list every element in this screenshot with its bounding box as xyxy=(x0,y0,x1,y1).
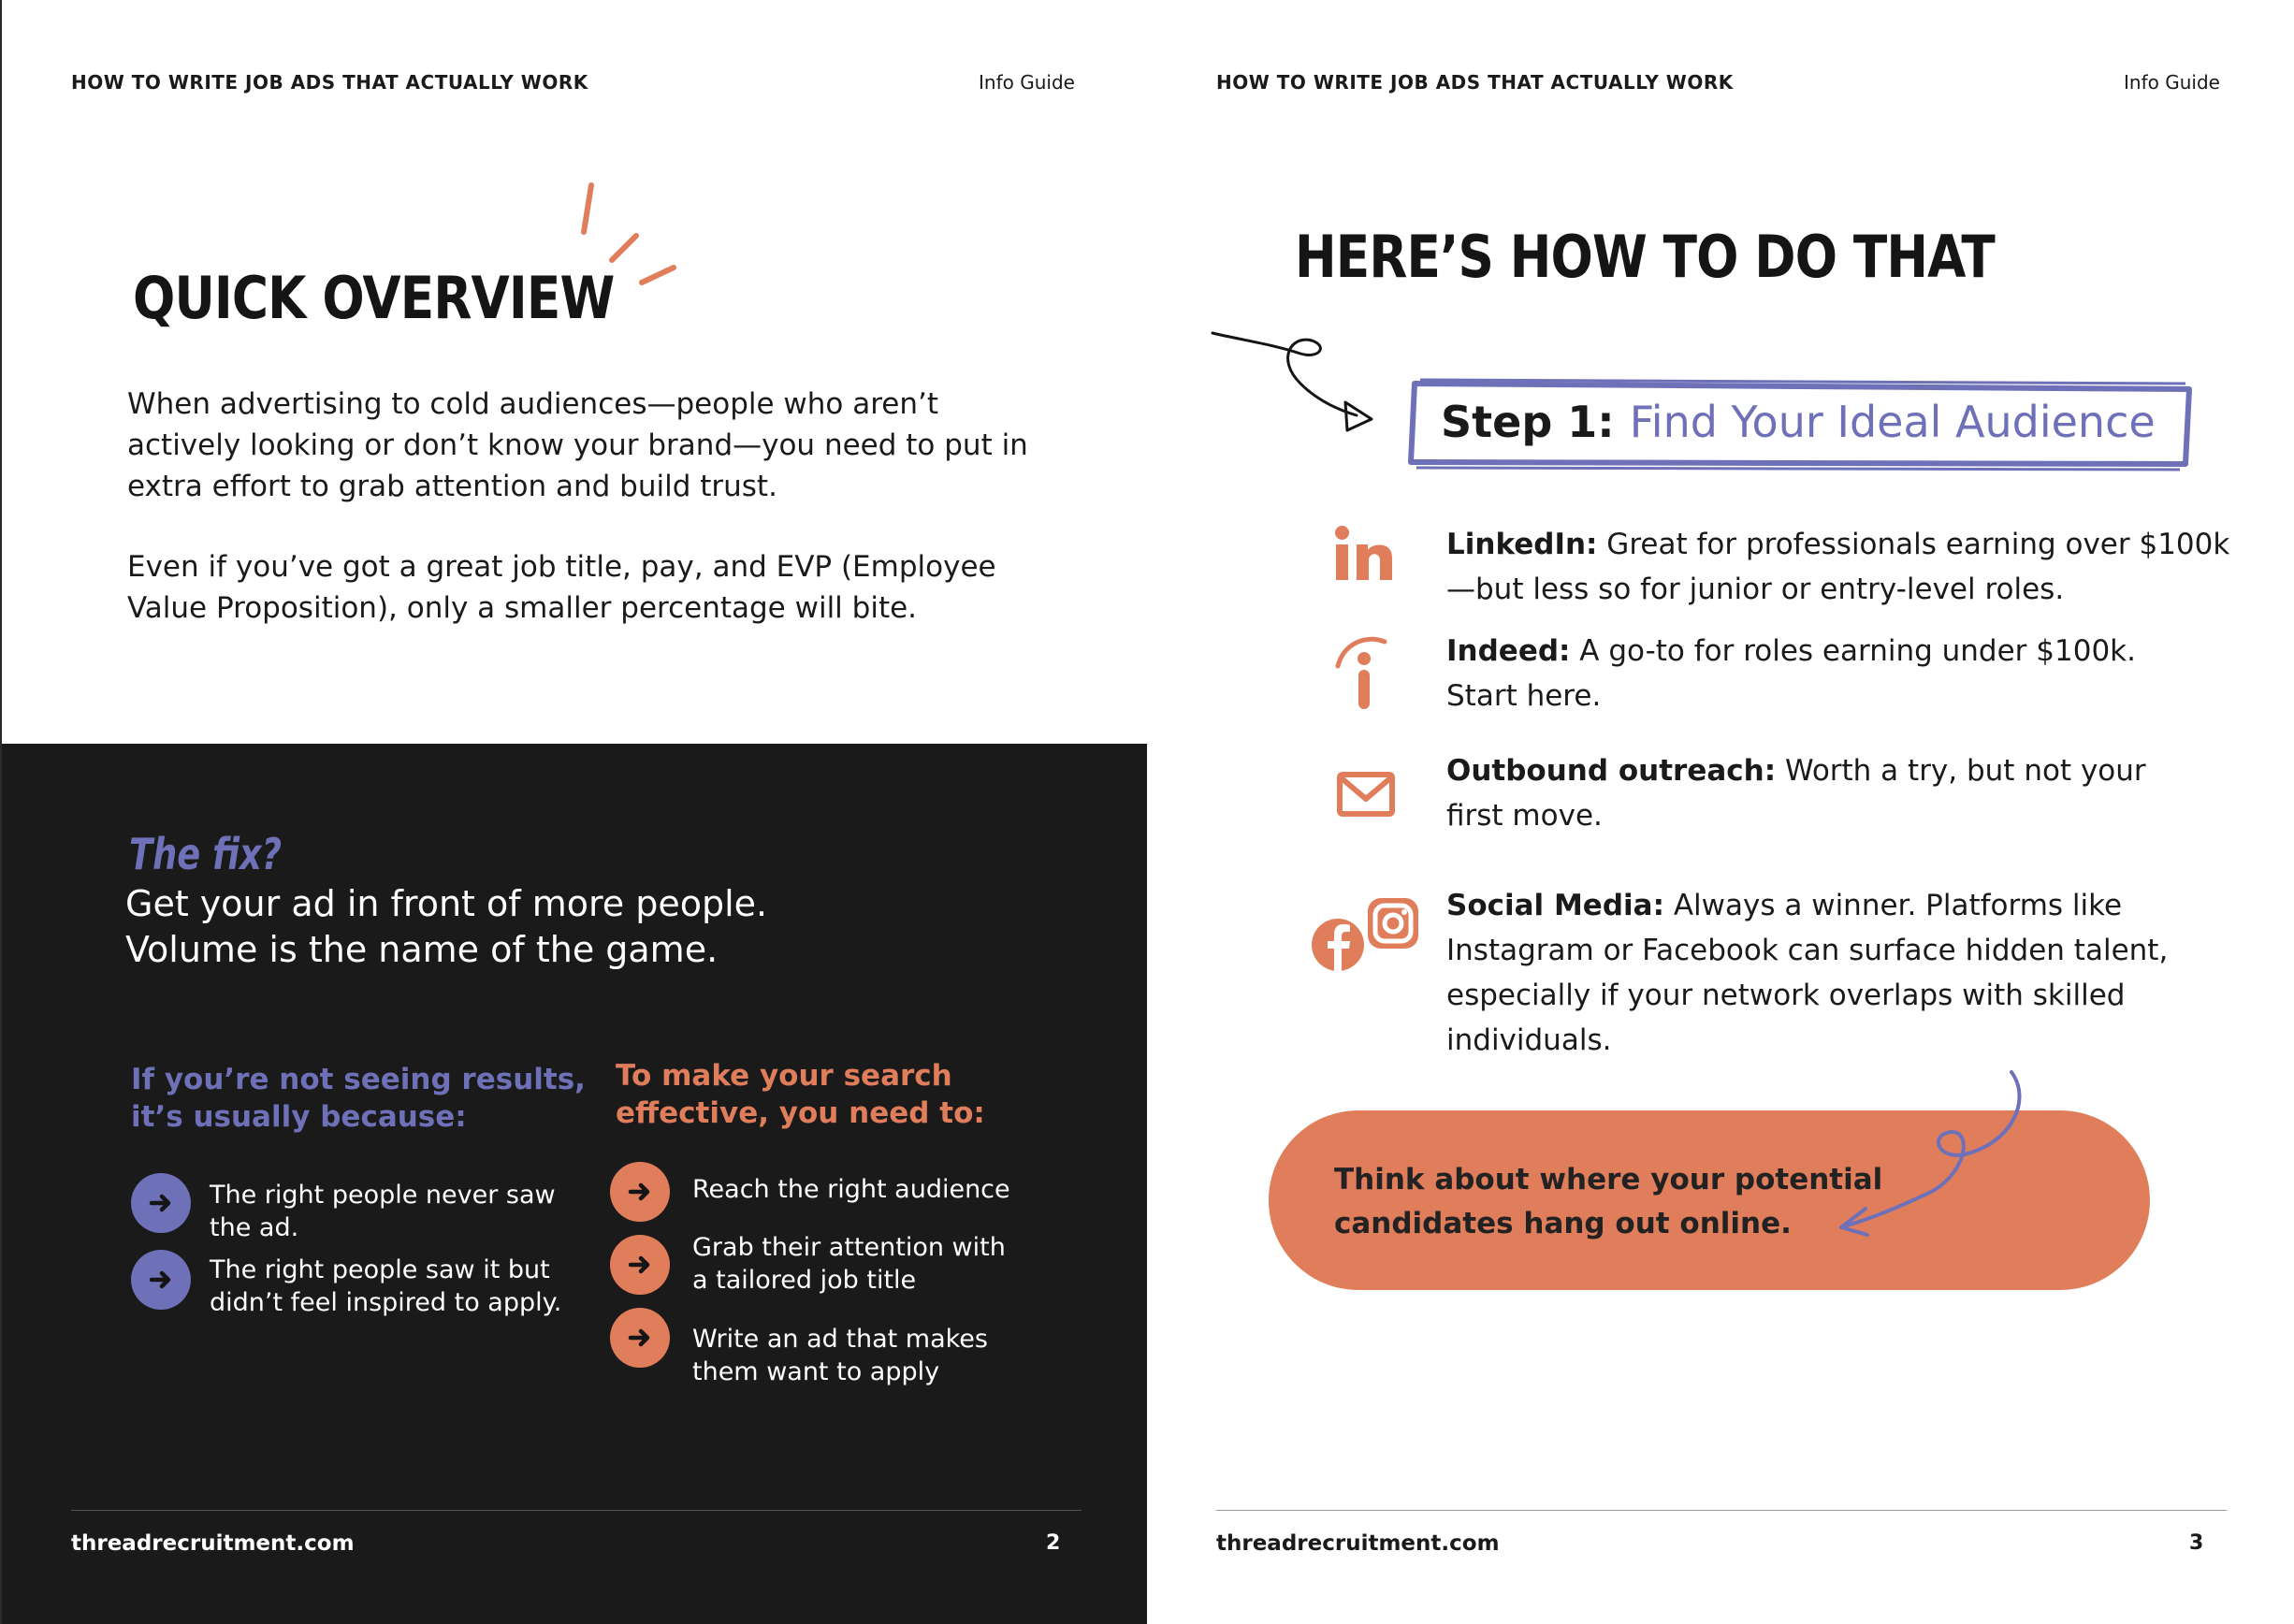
header-title: HOW TO WRITE JOB ADS THAT ACTUALLY WORK xyxy=(71,71,588,94)
text-line: didn’t feel inspired to apply. xyxy=(210,1288,562,1317)
text-line: them want to apply xyxy=(692,1357,940,1386)
step-title: Find Your Ideal Audience xyxy=(1629,397,2156,447)
text-line: actively looking or don’t know your brand—you need to put in xyxy=(127,428,1028,462)
linkedin-icon xyxy=(1334,526,1396,582)
item-label: LinkedIn: xyxy=(1446,528,1598,561)
platform-item-linkedin xyxy=(1446,522,2242,612)
page-number: 3 xyxy=(2189,1531,2204,1555)
text-line: To make your search xyxy=(616,1059,952,1093)
footer-website-link[interactable]: threadrecruitment.com xyxy=(1216,1531,1500,1556)
text-line: effective, you need to: xyxy=(616,1096,985,1130)
text-line: the ad. xyxy=(210,1213,299,1242)
text-line: extra effort to grab attention and build trust. xyxy=(127,470,777,503)
text-line: Always a winner. Platforms like xyxy=(1663,889,2123,922)
solution-item xyxy=(692,1323,988,1388)
text-line: A go-to for roles earning under $100k. xyxy=(1570,634,2136,668)
indeed-icon xyxy=(1332,632,1388,713)
loop-arrow-doodle-icon xyxy=(1207,322,1394,443)
arrow-bullet-icon xyxy=(131,1250,191,1310)
platform-item-indeed xyxy=(1446,629,2242,718)
text-line: Grab their attention with xyxy=(692,1233,1006,1262)
arrow-bullet-icon xyxy=(610,1235,670,1295)
text-line: The right people saw it but xyxy=(210,1255,550,1284)
mail-icon xyxy=(1336,771,1396,818)
text-line: The right people never saw xyxy=(210,1181,556,1210)
arrow-bullet-icon xyxy=(610,1162,670,1222)
text-line: Think about where your potential xyxy=(1334,1163,1883,1196)
arrow-bullet-icon xyxy=(131,1173,191,1233)
header-tag: Info Guide xyxy=(2124,71,2220,94)
fix-label: The fix? xyxy=(129,829,283,879)
social-media-icon xyxy=(1310,894,1422,973)
step-label: Step 1: xyxy=(1441,397,1615,447)
text-line: Even if you’ve got a great job title, pay, and EVP (Employee xyxy=(127,550,996,584)
text-line: a tailored job title xyxy=(692,1266,917,1295)
text-line: Value Proposition), only a smaller percentage will bite. xyxy=(127,591,918,625)
text-line: Great for professionals earning over $100k xyxy=(1597,528,2230,561)
problem-item xyxy=(210,1254,561,1319)
text-line: If you’re not seeing results, xyxy=(131,1063,586,1096)
solution-item xyxy=(692,1231,1006,1297)
solution-item xyxy=(692,1173,1010,1206)
header-tag: Info Guide xyxy=(979,71,1075,94)
page-heading: QUICK OVERVIEW xyxy=(133,264,615,332)
problem-item xyxy=(210,1179,556,1244)
fix-statement xyxy=(125,881,767,973)
text-line: Start here. xyxy=(1446,679,1602,713)
item-label: Outbound outreach: xyxy=(1446,754,1777,788)
column-heading-solutions xyxy=(616,1057,985,1132)
column-heading-problems xyxy=(131,1061,586,1136)
text-line: first move. xyxy=(1446,799,1603,833)
arrow-bullet-icon xyxy=(610,1308,670,1368)
text-line: Write an ad that makes xyxy=(692,1325,988,1354)
swirl-arrow-doodle-icon xyxy=(1824,1066,2040,1254)
text-line: When advertising to cold audiences—people who aren’t xyxy=(127,387,939,421)
intro-paragraph xyxy=(127,384,1028,507)
step-heading xyxy=(1441,397,2156,447)
text-line: Get your ad in front of more people. xyxy=(125,883,768,924)
text-line: especially if your network overlaps with skilled xyxy=(1446,979,2126,1012)
platform-item-outbound xyxy=(1446,748,2242,838)
page-number: 2 xyxy=(1046,1531,1061,1555)
text-line: it’s usually because: xyxy=(131,1100,467,1134)
platform-item-social xyxy=(1446,883,2242,1063)
text-line: Reach the right audience xyxy=(692,1175,1010,1204)
text-line: Volume is the name of the game. xyxy=(125,929,719,970)
item-label: Social Media: xyxy=(1446,889,1664,922)
text-line: individuals. xyxy=(1446,1023,1612,1057)
header-title: HOW TO WRITE JOB ADS THAT ACTUALLY WORK xyxy=(1216,71,1734,94)
text-line: candidates hang out online. xyxy=(1334,1207,1792,1240)
footer-divider xyxy=(1216,1510,2227,1511)
evp-paragraph xyxy=(127,546,996,629)
page-heading: HERE’S HOW TO DO THAT xyxy=(1295,223,1995,291)
text-line: Worth a try, but not your xyxy=(1776,754,2146,788)
text-line: Instagram or Facebook can surface hidden talent, xyxy=(1446,934,2169,967)
text-line: —but less so for junior or entry-level roles. xyxy=(1446,573,2065,606)
footer-website-link[interactable]: threadrecruitment.com xyxy=(71,1531,355,1556)
footer-divider xyxy=(71,1510,1082,1511)
item-label: Indeed: xyxy=(1446,634,1571,668)
